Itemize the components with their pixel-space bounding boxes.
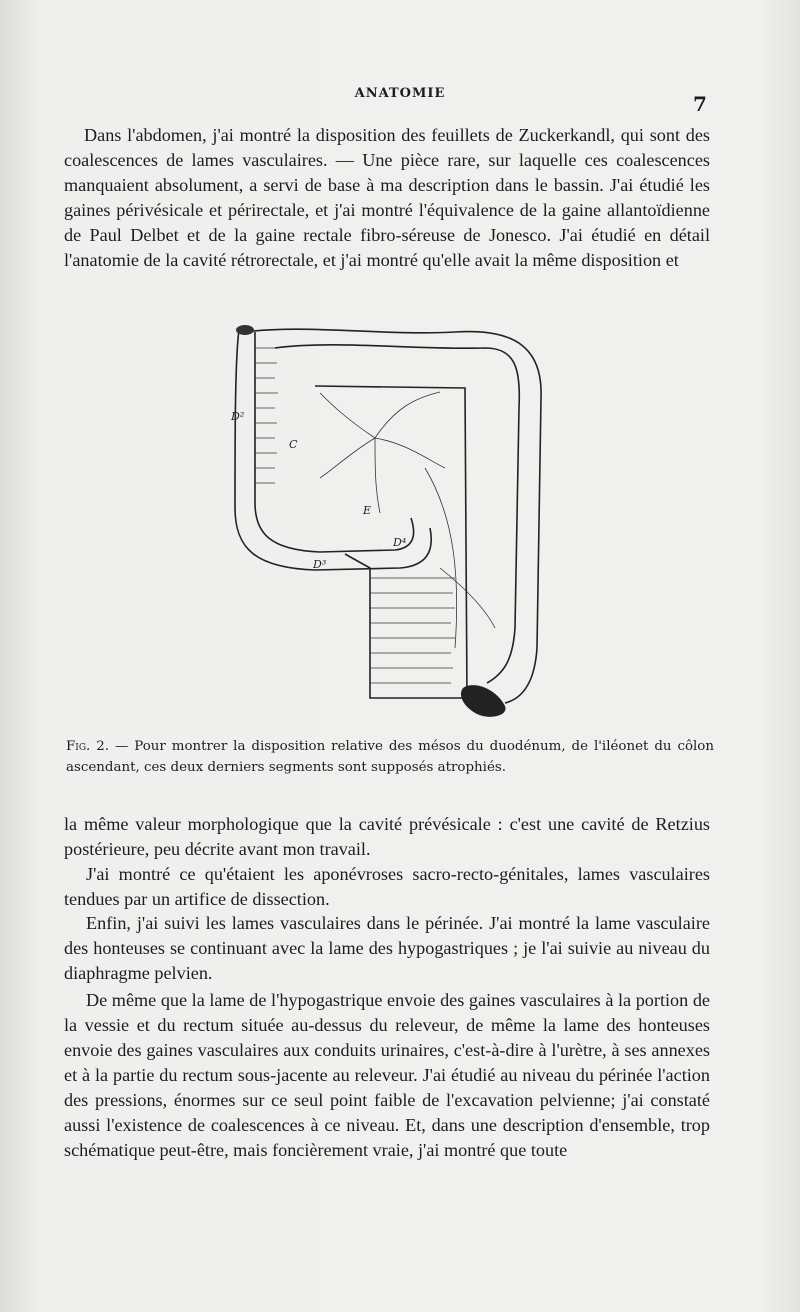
duodenum-colon-illustration: [225, 318, 555, 728]
figure-caption: [66, 736, 714, 778]
label-e: E: [363, 504, 372, 517]
duodenum-inner-outline: [255, 332, 414, 552]
caption-text: — Pour montrer la disposition relative des mésos du duodénum, de l'iléonet du côlon ascendant, ces deux derniers segments sont supposés atrophiés.: [66, 739, 714, 775]
paragraph-1: Dans l'abdomen, j'ai montré la disposition des feuillets de Zuckerkandl, qui sont des coalescences de lames vasculaires. — Une pièce rare, sur laquelle ces coalescences manquaient absolument, a servi de base à ma description dans le bassin. J'ai étudié les gaines périvésicale et périrectale, et j'ai montré l'équivalence de la gaine allantoïdienne de Paul Delbet et de la gaine rectale fibro-séreuse de Jonesco. J'ai étudié en détail l'anatomie de la cavité rétrorectale, et j'ai montré qu'elle avait la même disposition et: [64, 125, 710, 270]
caption-label: Fig. 2.: [66, 739, 110, 754]
mesentery-vessels: [320, 392, 495, 648]
label-d2: D²: [231, 410, 245, 423]
label-d4: D⁴: [393, 536, 407, 549]
lower-hatching: [370, 578, 455, 683]
paragraph-2: la même valeur morphologique que la cavité prévésicale : c'est une cavité de Retzius postérieure, peu décrite avant mon travail.: [64, 814, 710, 859]
paragraph-4: Enfin, j'ai suivi les lames vasculaires dans le périnée. J'ai montré la lame vasculaire des honteuses se continuant avec la lame des hypogastriques ; je l'ai suivie au niveau du diaphragme pelvien.: [64, 913, 710, 983]
label-c: C: [289, 438, 298, 451]
colon-inner-outline: [275, 345, 519, 683]
running-head: ANATOMIE: [354, 86, 446, 101]
cecum-mark: [461, 685, 506, 717]
anatomical-figure: [225, 318, 555, 728]
d2-hatching: [255, 348, 278, 483]
pylorus-mark: [236, 325, 254, 335]
page-header: [0, 86, 800, 116]
page-number: 7: [693, 92, 707, 116]
paragraph-3: J'ai montré ce qu'étaient les aponévroses sacro-recto-génitales, lames vasculaires tendues par un artifice de dissection.: [64, 864, 710, 909]
label-d3: D³: [313, 558, 327, 571]
paragraph-5: De même que la lame de l'hypogastrique envoie des gaines vasculaires à la portion de la vessie et du rectum située au-dessus du releveur, de même la lame des honteuses envoie des gaines vasculaires aux conduits urinaires, c'est-à-dire à l'urètre, à ses annexes et à la partie du rectum sous-jacente au releveur. J'ai étudié au niveau du périnée l'action des pressions, énormes sur ce seul point faible de l'excavation pelvienne; j'ai constaté aussi l'existence de coalescences à ce niveau. Et, dans une description d'ensemble, trop schématique peut-être, mais foncièrement vraie, j'ai montré que toute: [64, 990, 710, 1160]
mesentery-outline: [315, 386, 467, 698]
colon-outer-outline: [245, 329, 541, 703]
